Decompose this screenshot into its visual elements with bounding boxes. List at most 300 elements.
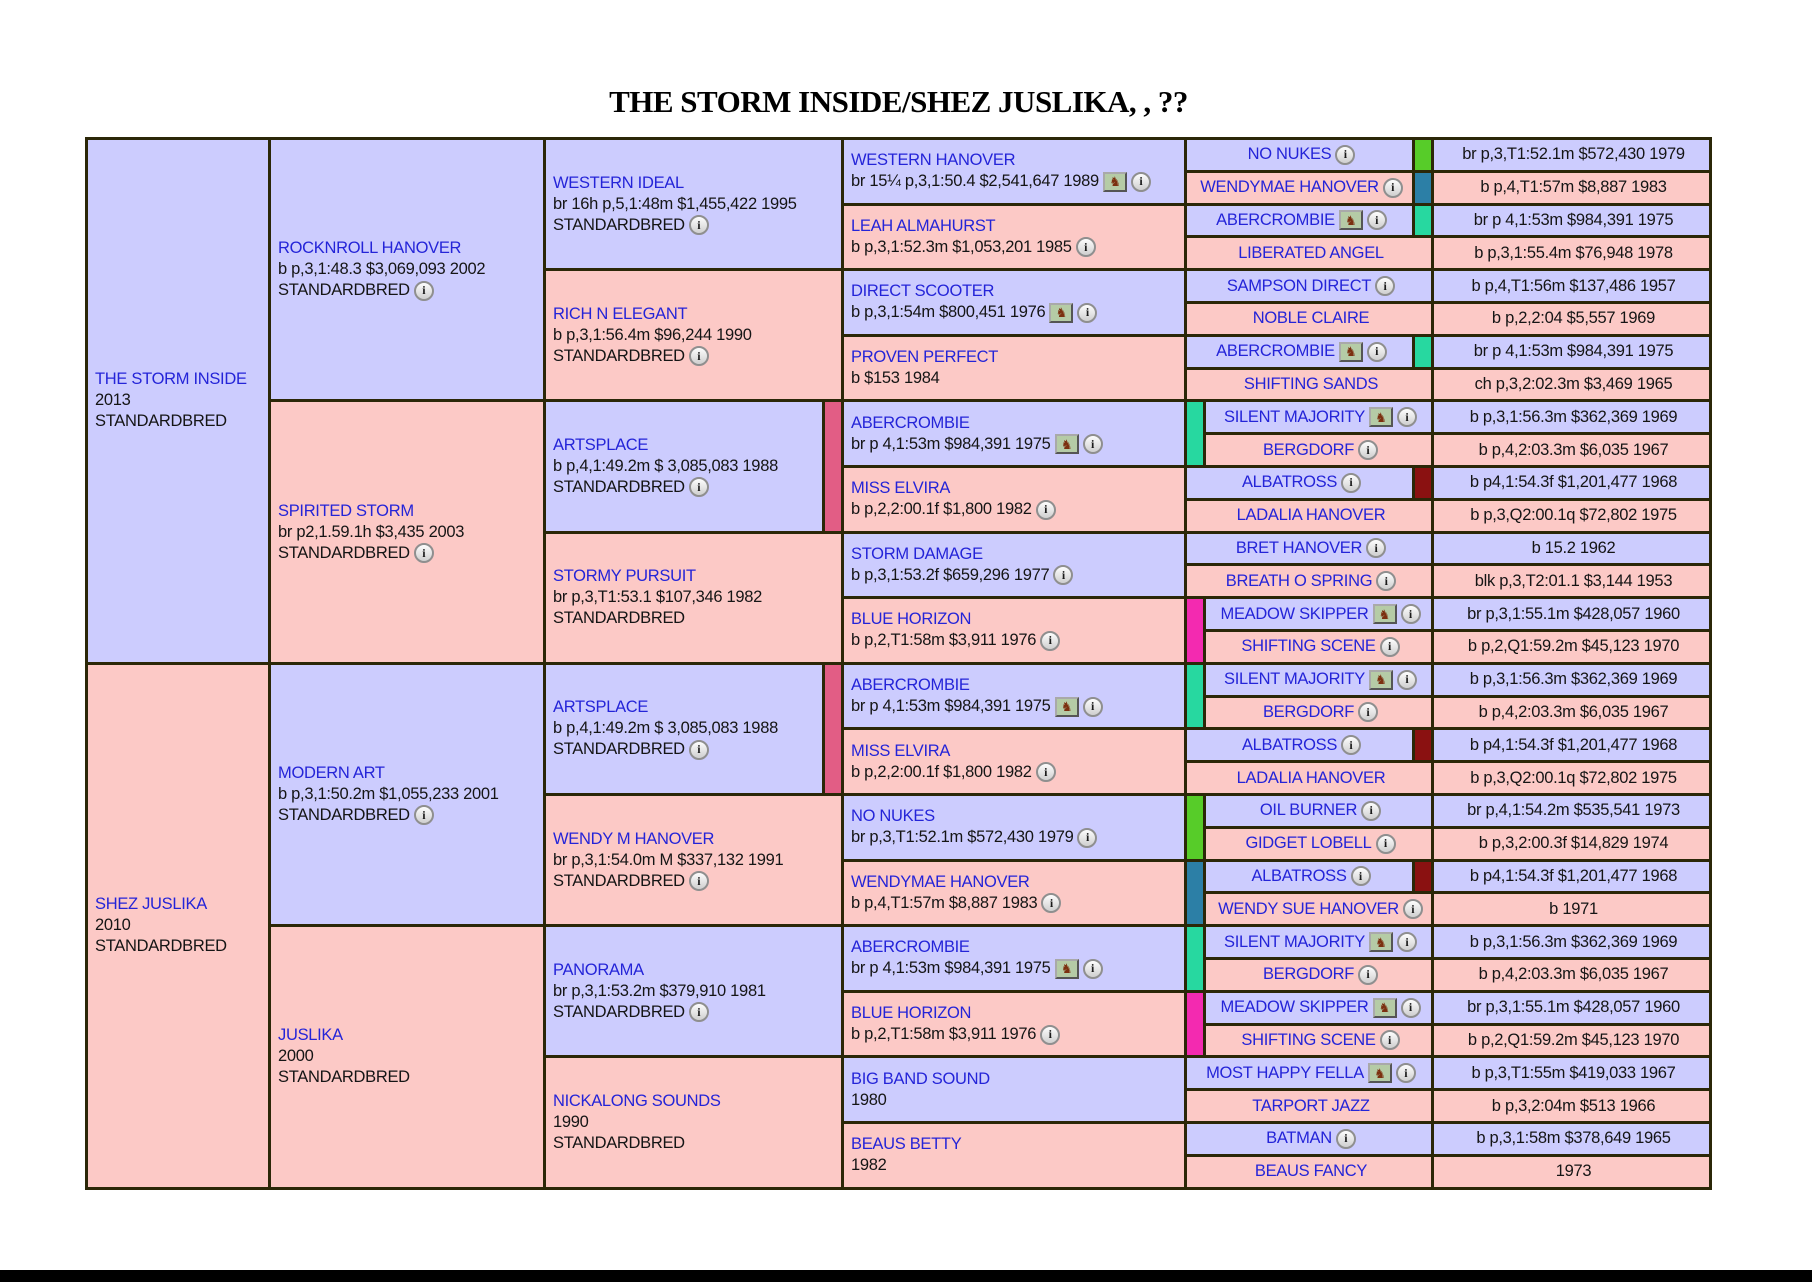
- horse-name-link[interactable]: RICH N ELEGANT: [553, 304, 688, 323]
- cell-line: [553, 1091, 841, 1112]
- horse-record: br p 4,1:53m $984,391 1975: [851, 959, 1051, 978]
- pedigree-cell-noble-claire: [1187, 304, 1431, 334]
- cell-line: [278, 522, 543, 543]
- horse-name-link[interactable]: BIG BAND SOUND: [851, 1069, 990, 1088]
- cell-line: [553, 304, 841, 325]
- pedigree-cell-western-ideal: [546, 140, 841, 268]
- horse-record: br p2,1.59.1h $3,435 2003: [278, 522, 465, 541]
- pedigree-cell-tarport-jazz: [1187, 1091, 1431, 1121]
- pedigree-cell-bret-hanover: [1187, 534, 1431, 564]
- info-icon[interactable]: i: [1401, 998, 1421, 1018]
- horse-name-link[interactable]: LADALIA HANOVER: [1236, 768, 1386, 787]
- cell-line: [553, 215, 841, 236]
- record-cell-abercrombie: [1434, 206, 1709, 236]
- horse-record: b p4,1:54.3f $1,201,477 1968: [1469, 735, 1678, 754]
- pedigree-cell-proven-perfect: [844, 337, 1184, 400]
- info-icon[interactable]: i: [414, 543, 434, 563]
- horse-name-link[interactable]: WENDY SUE HANOVER: [1218, 899, 1399, 918]
- sireline-bar-teal: [1187, 665, 1203, 728]
- record-cell-albatross: [1434, 730, 1709, 760]
- record-cell-shifting-sands: [1434, 370, 1709, 400]
- pedigree-cell-no-nukes: [1187, 140, 1412, 170]
- info-icon[interactable]: i: [1397, 407, 1417, 427]
- info-icon[interactable]: i: [1036, 500, 1056, 520]
- cell-line: [851, 872, 1184, 893]
- cell-line: [553, 981, 841, 1002]
- horse-record: b p,4,T1:57m $8,887 1983: [851, 893, 1038, 912]
- horse-icon[interactable]: ♞: [1369, 670, 1393, 690]
- record-cell-silent-majority: [1434, 927, 1709, 957]
- cell-line: [851, 434, 1184, 455]
- pedigree-cell-oil-burner: [1206, 796, 1431, 826]
- cell-line: [553, 477, 822, 498]
- sireline-bar-maroon: [1415, 862, 1431, 892]
- horse-name-link[interactable]: WENDYMAE HANOVER: [851, 872, 1030, 891]
- cell-line: [851, 478, 1184, 499]
- info-icon[interactable]: i: [1341, 735, 1361, 755]
- horse-record: b p,2,2:00.1f $1,800 1982: [851, 762, 1032, 781]
- horse-breed: STANDARDBRED: [278, 281, 410, 300]
- cell-line: [851, 237, 1184, 258]
- horse-record: b p,3,1:56.4m $96,244 1990: [553, 325, 752, 344]
- cell-line: [278, 1046, 543, 1067]
- horse-name-link[interactable]: BLUE HORIZON: [851, 1004, 972, 1023]
- record-cell-silent-majority: [1434, 665, 1709, 695]
- horse-name-link[interactable]: MEADOW SKIPPER: [1220, 604, 1369, 623]
- info-icon[interactable]: i: [1403, 899, 1423, 919]
- info-icon[interactable]: i: [1401, 604, 1421, 624]
- cell-line: [851, 1090, 1184, 1111]
- pedigree-cell-most-happy-fella: [1187, 1058, 1431, 1088]
- info-icon[interactable]: i: [414, 805, 434, 825]
- horse-name-link[interactable]: STORM DAMAGE: [851, 544, 983, 563]
- cell-line: [851, 806, 1184, 827]
- horse-record: b 1971: [1549, 899, 1598, 918]
- cell-line: [95, 411, 268, 432]
- horse-name-link[interactable]: SHEZ JUSLIKA: [95, 895, 207, 914]
- cell-line: [553, 829, 841, 850]
- cell-line: [851, 302, 1184, 323]
- info-icon[interactable]: i: [689, 346, 709, 366]
- horse-name-link[interactable]: ABERCROMBIE: [1216, 342, 1335, 361]
- info-icon[interactable]: i: [414, 281, 434, 301]
- horse-icon[interactable]: ♞: [1373, 604, 1397, 624]
- cell-line: [278, 259, 543, 280]
- info-icon[interactable]: i: [1358, 440, 1378, 460]
- horse-record: b p,2,T1:58m $3,911 1976: [851, 631, 1037, 650]
- horse-icon[interactable]: ♞: [1368, 1063, 1392, 1083]
- horse-name-link[interactable]: ALBATROSS: [1241, 735, 1338, 754]
- horse-name-link[interactable]: WENDYMAE HANOVER: [1200, 178, 1379, 197]
- info-icon[interactable]: i: [1397, 670, 1417, 690]
- horse-name-link[interactable]: BRET HANOVER: [1235, 538, 1363, 557]
- horse-name-link[interactable]: ALBATROSS: [1241, 473, 1338, 492]
- pedigree-cell-meadow-skipper: [1206, 993, 1431, 1023]
- cell-line: [553, 346, 841, 367]
- horse-name-link[interactable]: SILENT MAJORITY: [1224, 407, 1365, 426]
- horse-name-link[interactable]: SHIFTING SANDS: [1243, 374, 1379, 393]
- info-icon[interactable]: i: [1040, 631, 1060, 651]
- info-icon[interactable]: i: [689, 477, 709, 497]
- record-cell-shifting-scene: [1434, 1026, 1709, 1056]
- pedigree-cell-abercrombie: [844, 402, 1184, 465]
- pedigree-cell-direct-scooter: [844, 271, 1184, 334]
- horse-record: br p 4,1:53m $984,391 1975: [851, 697, 1051, 716]
- cell-line: [851, 565, 1184, 586]
- record-cell-abercrombie: [1434, 337, 1709, 367]
- sireline-bar-teal: [1415, 206, 1431, 236]
- pedigree-cell-western-hanover: [844, 140, 1184, 203]
- horse-record: 1980: [851, 1090, 887, 1109]
- horse-icon[interactable]: ♞: [1339, 210, 1363, 230]
- horse-name-link[interactable]: SPIRITED STORM: [278, 501, 414, 520]
- horse-icon[interactable]: ♞: [1055, 697, 1079, 717]
- pedigree-cell-sampson-direct: [1187, 271, 1431, 301]
- info-icon[interactable]: i: [1358, 965, 1378, 985]
- horse-name-link[interactable]: SHIFTING SCENE: [1241, 637, 1376, 656]
- pedigree-cell-spirited-storm: [271, 402, 543, 661]
- pedigree-cell-blue-horizon: [844, 993, 1184, 1056]
- horse-name-link[interactable]: MEADOW SKIPPER: [1220, 998, 1369, 1017]
- cell-line: [95, 894, 268, 915]
- record-cell-wendy-sue-hanover: [1434, 894, 1709, 924]
- horse-name-link[interactable]: ABERCROMBIE: [851, 676, 970, 695]
- horse-name-link[interactable]: BERGDORF: [1262, 965, 1355, 984]
- horse-name-link[interactable]: LIBERATED ANGEL: [1238, 243, 1384, 262]
- horse-name-link[interactable]: WENDY M HANOVER: [553, 829, 715, 848]
- info-icon[interactable]: i: [1396, 1063, 1416, 1083]
- horse-name-link[interactable]: ABERCROMBIE: [851, 938, 970, 957]
- page-title: THE STORM INSIDE/SHEZ JUSLIKA, , ??: [609, 84, 1188, 119]
- horse-breed: STANDARDBRED: [553, 871, 685, 890]
- horse-breed: STANDARDBRED: [95, 937, 227, 956]
- cell-line: [553, 325, 841, 346]
- pedigree-cell-breath-o-spring: [1187, 566, 1431, 596]
- horse-icon[interactable]: ♞: [1055, 434, 1079, 454]
- horse-record: b p,3,1:52.3m $1,053,201 1985: [851, 237, 1072, 256]
- cell-line: [553, 587, 841, 608]
- horse-record: br p,3,1:54.0m M $337,132 1991: [553, 850, 784, 869]
- horse-record: b p,3,Q2:00.1q $72,802 1975: [1470, 768, 1677, 787]
- pedigree-cell-silent-majority: [1206, 927, 1431, 957]
- cell-line: [95, 915, 268, 936]
- horse-icon[interactable]: ♞: [1369, 932, 1393, 952]
- horse-name-link[interactable]: THE STORM INSIDE: [95, 370, 247, 389]
- horse-icon[interactable]: ♞: [1369, 407, 1393, 427]
- horse-record: 1990: [553, 1112, 589, 1131]
- horse-record: b $153 1984: [851, 369, 940, 388]
- record-cell-tarport-jazz: [1434, 1091, 1709, 1121]
- cell-line: [553, 1133, 841, 1154]
- info-icon[interactable]: i: [1361, 801, 1381, 821]
- horse-name-link[interactable]: WESTERN HANOVER: [851, 151, 1016, 170]
- horse-record: b p4,1:54.3f $1,201,477 1968: [1469, 866, 1678, 885]
- horse-icon[interactable]: ♞: [1103, 172, 1127, 192]
- info-icon[interactable]: i: [1083, 434, 1103, 454]
- pedigree-cell-wendymae-hanover: [1187, 173, 1412, 203]
- horse-record: br 15¼ p,3,1:50.4 $2,541,647 1989: [851, 172, 1099, 191]
- horse-name-link[interactable]: ARTSPLACE: [553, 435, 649, 454]
- info-icon[interactable]: i: [1367, 342, 1387, 362]
- pedigree-cell-abercrombie: [844, 665, 1184, 728]
- info-icon[interactable]: i: [1131, 172, 1151, 192]
- horse-name-link[interactable]: ABERCROMBIE: [851, 413, 970, 432]
- record-cell-silent-majority: [1434, 402, 1709, 432]
- info-icon[interactable]: i: [1376, 571, 1396, 591]
- cell-line: [553, 850, 841, 871]
- pedigree-cell-the-storm-inside: [88, 140, 268, 662]
- pedigree-cell-artsplace: [546, 665, 822, 793]
- cell-line: [553, 1002, 841, 1023]
- cell-line: [278, 805, 543, 826]
- horse-name-link[interactable]: ROCKNROLL HANOVER: [278, 239, 462, 258]
- cell-line: [851, 413, 1184, 434]
- horse-record: b p,4,2:03.3m $6,035 1967: [1478, 440, 1669, 459]
- cell-line: [278, 543, 543, 564]
- horse-name-link[interactable]: BLUE HORIZON: [851, 610, 972, 629]
- sireline-bar-teal: [1187, 402, 1203, 465]
- info-icon[interactable]: i: [1367, 210, 1387, 230]
- info-icon[interactable]: i: [1077, 303, 1097, 323]
- info-icon[interactable]: i: [1366, 538, 1386, 558]
- horse-name-link[interactable]: SILENT MAJORITY: [1224, 932, 1365, 951]
- horse-year: 2013: [95, 391, 131, 410]
- record-cell-beaus-fancy: [1434, 1157, 1709, 1187]
- info-icon[interactable]: i: [1336, 1129, 1356, 1149]
- cell-line: [278, 763, 543, 784]
- cell-line: [851, 171, 1184, 192]
- pedigree-cell-albatross: [1206, 862, 1412, 892]
- cell-line: [278, 784, 543, 805]
- info-icon[interactable]: i: [1341, 473, 1361, 493]
- horse-breed: STANDARDBRED: [278, 1068, 410, 1087]
- cell-line: [553, 608, 841, 629]
- horse-breed: STANDARDBRED: [278, 805, 410, 824]
- horse-name-link[interactable]: LADALIA HANOVER: [1236, 506, 1386, 525]
- horse-name-link[interactable]: NO NUKES: [1247, 145, 1332, 164]
- info-icon[interactable]: i: [689, 1002, 709, 1022]
- horse-record: blk p,3,T2:01.1 $3,144 1953: [1474, 571, 1673, 590]
- info-icon[interactable]: i: [1376, 834, 1396, 854]
- horse-record: ch p,3,2:02.3m $3,469 1965: [1474, 374, 1673, 393]
- info-icon[interactable]: i: [1397, 932, 1417, 952]
- horse-name-link[interactable]: BEAUS FANCY: [1254, 1162, 1368, 1181]
- info-icon[interactable]: i: [1351, 866, 1371, 886]
- record-cell-gidget-lobell: [1434, 829, 1709, 859]
- horse-name-link[interactable]: BERGDORF: [1262, 440, 1355, 459]
- pedigree-cell-ladalia-hanover: [1187, 501, 1431, 531]
- horse-record: b p,3,1:50.2m $1,055,233 2001: [278, 784, 499, 803]
- pedigree-cell-modern-art: [271, 665, 543, 924]
- cell-line: [851, 150, 1184, 171]
- info-icon[interactable]: i: [1083, 697, 1103, 717]
- info-icon[interactable]: i: [1040, 1025, 1060, 1045]
- cell-line: [851, 958, 1184, 979]
- pedigree-cell-shifting-scene: [1206, 1026, 1431, 1056]
- horse-name-link[interactable]: BERGDORF: [1262, 702, 1355, 721]
- horse-record: b p,3,1:56.3m $362,369 1969: [1469, 407, 1678, 426]
- cell-line: [851, 741, 1184, 762]
- horse-name-link[interactable]: BREATH O SPRING: [1225, 571, 1373, 590]
- horse-name-link[interactable]: JUSLIKA: [278, 1026, 343, 1045]
- pedigree-cell-big-band-sound: [844, 1058, 1184, 1121]
- info-icon[interactable]: i: [1041, 893, 1061, 913]
- bottom-black-bar: [0, 1270, 1812, 1282]
- horse-name-link[interactable]: NO NUKES: [851, 807, 935, 826]
- cell-line: [851, 499, 1184, 520]
- info-icon[interactable]: i: [1053, 565, 1073, 585]
- horse-record: br p,3,1:55.1m $428,057 1960: [1467, 998, 1680, 1017]
- info-icon[interactable]: i: [1358, 702, 1378, 722]
- sireline-bar-blue: [1187, 862, 1203, 925]
- horse-name-link[interactable]: MOST HAPPY FELLA: [1206, 1063, 1364, 1082]
- cell-line: [278, 280, 543, 301]
- horse-record: b p,3,1:53.2f $659,296 1977: [851, 565, 1050, 584]
- pedigree-cell-panorama: [546, 927, 841, 1055]
- horse-icon[interactable]: ♞: [1049, 303, 1073, 323]
- cell-line: [851, 696, 1184, 717]
- horse-record: br 16h p,5,1:48m $1,455,422 1995: [553, 194, 797, 213]
- horse-name-link[interactable]: GIDGET LOBELL: [1245, 834, 1372, 853]
- horse-name-link[interactable]: OIL BURNER: [1259, 801, 1358, 820]
- cell-line: [553, 435, 822, 456]
- record-cell-most-happy-fella: [1434, 1058, 1709, 1088]
- horse-name-link[interactable]: ALBATROSS: [1251, 866, 1347, 885]
- cell-line: [851, 1134, 1184, 1155]
- info-icon[interactable]: i: [689, 871, 709, 891]
- info-icon[interactable]: i: [1076, 237, 1096, 257]
- horse-breed: STANDARDBRED: [278, 543, 410, 562]
- pedigree-cell-nickalong-sounds: [546, 1058, 841, 1186]
- cell-line: [851, 609, 1184, 630]
- cell-line: [851, 544, 1184, 565]
- info-icon[interactable]: i: [689, 740, 709, 760]
- horse-name-link[interactable]: LEAH ALMAHURST: [851, 216, 996, 235]
- horse-record: b p,4,T1:56m $137,486 1957: [1471, 276, 1676, 295]
- pedigree-cell-liberated-angel: [1187, 238, 1431, 268]
- record-cell-shifting-scene: [1434, 632, 1709, 662]
- pedigree-cell-leah-almahurst: [844, 206, 1184, 269]
- sireline-bar-maroon: [1415, 730, 1431, 760]
- pedigree-grid: [85, 137, 1712, 1190]
- pedigree-cell-albatross: [1187, 468, 1412, 498]
- sireline-bar-magenta: [1187, 993, 1203, 1056]
- cell-line: [95, 369, 268, 390]
- cell-line: [553, 739, 822, 760]
- horse-record: b p,2,Q1:59.2m $45,123 1970: [1467, 637, 1680, 656]
- info-icon[interactable]: i: [1077, 828, 1097, 848]
- horse-name-link[interactable]: STORMY PURSUIT: [553, 567, 696, 586]
- info-icon[interactable]: i: [1335, 145, 1355, 165]
- pedigree-cell-silent-majority: [1206, 665, 1431, 695]
- pedigree-cell-abercrombie: [1187, 206, 1412, 236]
- record-cell-albatross: [1434, 468, 1709, 498]
- horse-icon[interactable]: ♞: [1339, 342, 1363, 362]
- info-icon[interactable]: i: [1383, 178, 1403, 198]
- cell-line: [851, 1069, 1184, 1090]
- horse-record: br p,3,T1:53.1 $107,346 1982: [553, 588, 763, 607]
- horse-name-link[interactable]: MODERN ART: [278, 763, 385, 782]
- info-icon[interactable]: i: [1380, 637, 1400, 657]
- horse-name-link[interactable]: PROVEN PERFECT: [851, 348, 999, 367]
- cell-line: [553, 871, 841, 892]
- horse-name-link[interactable]: NICKALONG SOUNDS: [553, 1091, 721, 1110]
- pedigree-cell-juslika: [271, 927, 543, 1186]
- record-cell-no-nukes: [1434, 140, 1709, 170]
- horse-icon[interactable]: ♞: [1055, 959, 1079, 979]
- horse-record: 1973: [1555, 1162, 1592, 1181]
- info-icon[interactable]: i: [689, 215, 709, 235]
- horse-name-link[interactable]: NOBLE CLAIRE: [1252, 309, 1370, 328]
- horse-name-link[interactable]: BEAUS BETTY: [851, 1135, 962, 1154]
- cell-line: [95, 390, 268, 411]
- record-cell-albatross: [1434, 862, 1709, 892]
- horse-name-link[interactable]: ABERCROMBIE: [1216, 210, 1335, 229]
- horse-name-link[interactable]: DIRECT SCOOTER: [851, 282, 995, 301]
- pedigree-cell-shez-juslika: [88, 665, 268, 1187]
- record-cell-bergdorf: [1434, 435, 1709, 465]
- cell-line: [553, 960, 841, 981]
- record-cell-bergdorf: [1434, 698, 1709, 728]
- pedigree-cell-shifting-sands: [1187, 370, 1431, 400]
- info-icon[interactable]: i: [1036, 762, 1056, 782]
- horse-breed: STANDARDBRED: [553, 1133, 685, 1152]
- horse-name-link[interactable]: SILENT MAJORITY: [1224, 670, 1365, 689]
- horse-name-link[interactable]: MISS ELVIRA: [851, 741, 951, 760]
- horse-name-link[interactable]: BATMAN: [1266, 1129, 1332, 1148]
- pedigree-cell-wendy-m-hanover: [546, 796, 841, 924]
- info-icon[interactable]: i: [1375, 276, 1395, 296]
- horse-record: b p,3,T1:55m $419,033 1967: [1471, 1063, 1676, 1082]
- horse-name-link[interactable]: TARPORT JAZZ: [1252, 1096, 1370, 1115]
- horse-name-link[interactable]: PANORAMA: [553, 960, 644, 979]
- cell-line: [851, 216, 1184, 237]
- record-cell-wendymae-hanover: [1434, 173, 1709, 203]
- cell-line: [553, 718, 822, 739]
- pedigree-cell-abercrombie: [1187, 337, 1412, 367]
- horse-record: b p,2,Q1:59.2m $45,123 1970: [1467, 1030, 1680, 1049]
- cell-line: [851, 762, 1184, 783]
- horse-breed: STANDARDBRED: [553, 1002, 685, 1021]
- horse-name-link[interactable]: SAMPSON DIRECT: [1226, 276, 1372, 295]
- pedigree-cell-beaus-betty: [844, 1124, 1184, 1187]
- horse-name-link[interactable]: SHIFTING SCENE: [1241, 1030, 1376, 1049]
- sireline-bar-magenta: [1187, 599, 1203, 662]
- record-cell-meadow-skipper: [1434, 599, 1709, 629]
- cell-line: [851, 1024, 1184, 1045]
- horse-name-link[interactable]: ARTSPLACE: [553, 698, 649, 717]
- horse-record: b p,4,T1:57m $8,887 1983: [1480, 178, 1667, 197]
- horse-record: b p,3,1:56.3m $362,369 1969: [1469, 932, 1678, 951]
- cell-line: [553, 566, 841, 587]
- horse-name-link[interactable]: WESTERN IDEAL: [553, 173, 684, 192]
- horse-record: 1982: [851, 1156, 887, 1175]
- info-icon[interactable]: i: [1380, 1030, 1400, 1050]
- horse-breed: STANDARDBRED: [553, 346, 685, 365]
- horse-record: b p,2,2:04 $5,557 1969: [1491, 309, 1656, 328]
- info-icon[interactable]: i: [1083, 959, 1103, 979]
- pedigree-cell-stormy-pursuit: [546, 534, 841, 662]
- cell-line: [553, 697, 822, 718]
- record-cell-noble-claire: [1434, 304, 1709, 334]
- horse-icon[interactable]: ♞: [1373, 998, 1397, 1018]
- pedigree-cell-miss-elvira: [844, 468, 1184, 531]
- horse-name-link[interactable]: MISS ELVIRA: [851, 479, 951, 498]
- record-cell-ladalia-hanover: [1434, 501, 1709, 531]
- horse-record: br p,3,T1:52.1m $572,430 1979: [851, 828, 1074, 847]
- pedigree-cell-rich-n-elegant: [546, 271, 841, 399]
- cell-line: [851, 675, 1184, 696]
